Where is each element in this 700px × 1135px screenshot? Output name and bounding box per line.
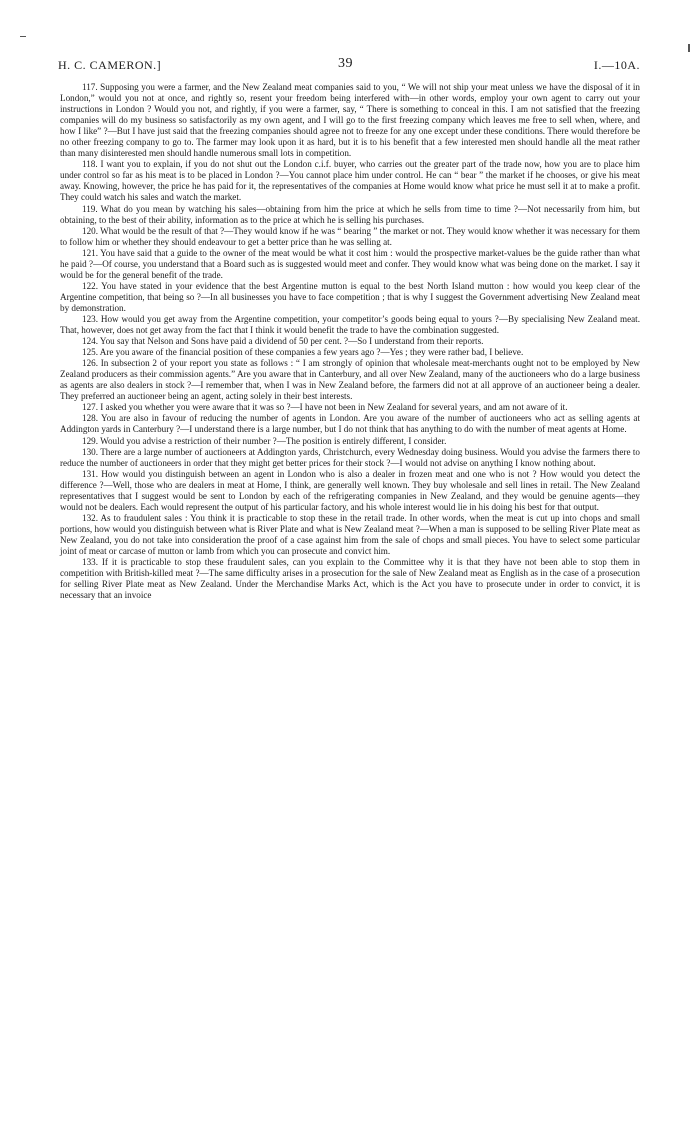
question-130: 130. There are a large number of auctioneers at Addington yards, Christchurch, every Wednesday doing business. Would you advise the farmers there to reduce the number of auctioneers in order that they might get better prices for their stock ?—I would not advise on anything I know nothing about.: [60, 446, 640, 468]
question-127: 127. I asked you whether you were aware that it was so ?—I have not been in New Zealand for several years, and am not aware of it.: [82, 402, 568, 413]
question-118: 118. I want you to explain, if you do not shut out the London c.i.f. buyer, who carries out the greater part of the trade now, how you are to place him under control so far as his meat is to be placed in London ?—You cannot place him under control. He can “ bear ” the market if he chooses, or give his meat away. Knowing, however, the price he has paid for it, the representatives of the companies at Home would know what price he must sell it at to make a profit. They could watch his sales and watch the market.: [60, 159, 640, 203]
page-number: 39: [338, 56, 353, 71]
question-125: 125. Are you aware of the financial position of these companies a few years ago ?—Yes ; they were rather bad, I believe.: [82, 347, 524, 358]
question-126: 126. In subsection 2 of your report you state as follows : “ I am strongly of opinion that wholesale meat-merchants ought not to be employed by New Zealand producers as their commission agents.” Are you aware that in Canterbury, and all over New Zealand, many of the auctioneers who do a large business as agents are also dealers in stock ?—I remember that, when I was in New Zealand before, the farmers did not at all approve of an auctioneer being a dealer. They preferred an auctioneer being an agent, acting solely in their best interests.: [60, 358, 640, 402]
question-121: 121. You have said that a guide to the owner of the meat would be what it cost him : would the prospective market-values be the guide rather than what he paid ?—Of course, you understand that a Board such as is suggested would meet and confer. They would know what was being done on the market. I say it would be for the general benefit of the trade.: [60, 247, 640, 280]
question-131: 131. How would you distinguish between an agent in London who is also a dealer in frozen meat and one who is not ? How would you detect the difference ?—Well, those who are dealers in meat at Home, I think, are generally well known. They buy wholesale and sell lines in retail. The New Zealand representatives that I suggest would be sent to London by each of the refrigerating companies in New Zealand, and they would be genuine agents—they would not be dealers. Each would represent the output of his particular factory, and his whole interest would lie in his doing his best for that output.: [60, 468, 640, 512]
scan-mark: [20, 36, 26, 37]
question-133: 133. If it is practicable to stop these fraudulent sales, can you explain to the Committee why it is that they have not been able to stop them in competition with British-killed meat ?—The same difficulty arises in a prosecution for the sale of New Zealand meat as English as in the case of a prosecution for selling River Plate meat as New Zealand. Under the Merchandise Marks Act, which is the Act you have to prosecute under in order to convict, it is necessary that an invoice: [60, 557, 640, 601]
question-119: 119. What do you mean by watching his sales—obtaining from him the price at which he sells from time to time ?—Not necessarily from him, but obtaining, to the best of their ability, information as to the price at which he is selling his purchases.: [60, 203, 640, 225]
question-120: 120. What would be the result of that ?—They would know if he was “ bearing ” the market or not. They would know whether it was necessary for them to follow him or whether they should endeavour to get a better price than he was selling at.: [60, 225, 640, 247]
page-header: [58, 58, 640, 74]
document-body: [60, 82, 640, 601]
witness-name: H. C. CAMERON.]: [58, 58, 162, 72]
question-123: 123. How would you get away from the Argentine competition, your competitor’s goods being equal to yours ?—By specialising New Zealand meat. That, however, does not get away from the fact that I think it would benefit the trade to have the combination suggested.: [60, 313, 640, 336]
question-129: 129. Would you advise a restriction of their number ?—The position is entirely different, I consider.: [82, 435, 447, 446]
question-128: 128. You are also in favour of reducing the number of agents in London. Are you aware of the number of auctioneers who act as selling agents at Addington yards in Canterbury ?—I understand there is a large number, but I do not think that has anything to do with the number of meat agents at Home.: [60, 413, 640, 435]
scan-mark: [688, 44, 690, 52]
question-132: 132. As to fraudulent sales : You think it is practicable to stop these in the retail trade. In other words, when the meat is cut up into chops and small portions, how would you distinguish between what is River Plate and what is New Zealand meat ?—When a man is supposed to be selling River Plate meat as New Zealand, you do not take into consideration the proof of a case against him from the sale of chops and small pieces. You have to select some particular joint of meat or carcase of mutton or lamb from which you can prosecute and convict him.: [60, 512, 640, 556]
question-122: 122. You have stated in your evidence that the best Argentine mutton is equal to the best North Island mutton : how would you keep clear of the Argentine competition, that being so ?—In all businesses you have to face competition ; that is why I suggest the Government advertising New Zealand meat by demonstration.: [60, 280, 640, 313]
document-reference: I.—10A.: [593, 58, 640, 72]
question-124: 124. You say that Nelson and Sons have paid a dividend of 50 per cent. ?—So I understand from their reports.: [82, 336, 484, 347]
question-117: 117. Supposing you were a farmer, and the New Zealand meat companies said to you, “ We will not ship your meat unless we have the disposal of it in London,” would you not at once, and rightly so, resent your freedom being interfered with—in other words, employ your own agent to carry out your instructions in London ? Would you not, and rightly, if you were a farmer, say, “ There is something to conceal in this. I am not satisfied that the freezing companies will do my business so satisfactorily as my own agent, and I will go to the first freezing company which leaves me free to sell when, where, and how I like” ?—But I have just said that the freezing companies should agree not to freeze for any one except under these conditions. There would therefore be no other freezing company to go to. The farmer may look upon it as hard, but it is to his benefit that a few interested men should handle all the meat rather than many disinterested men should handle numerous small lots in competition.: [60, 82, 640, 159]
